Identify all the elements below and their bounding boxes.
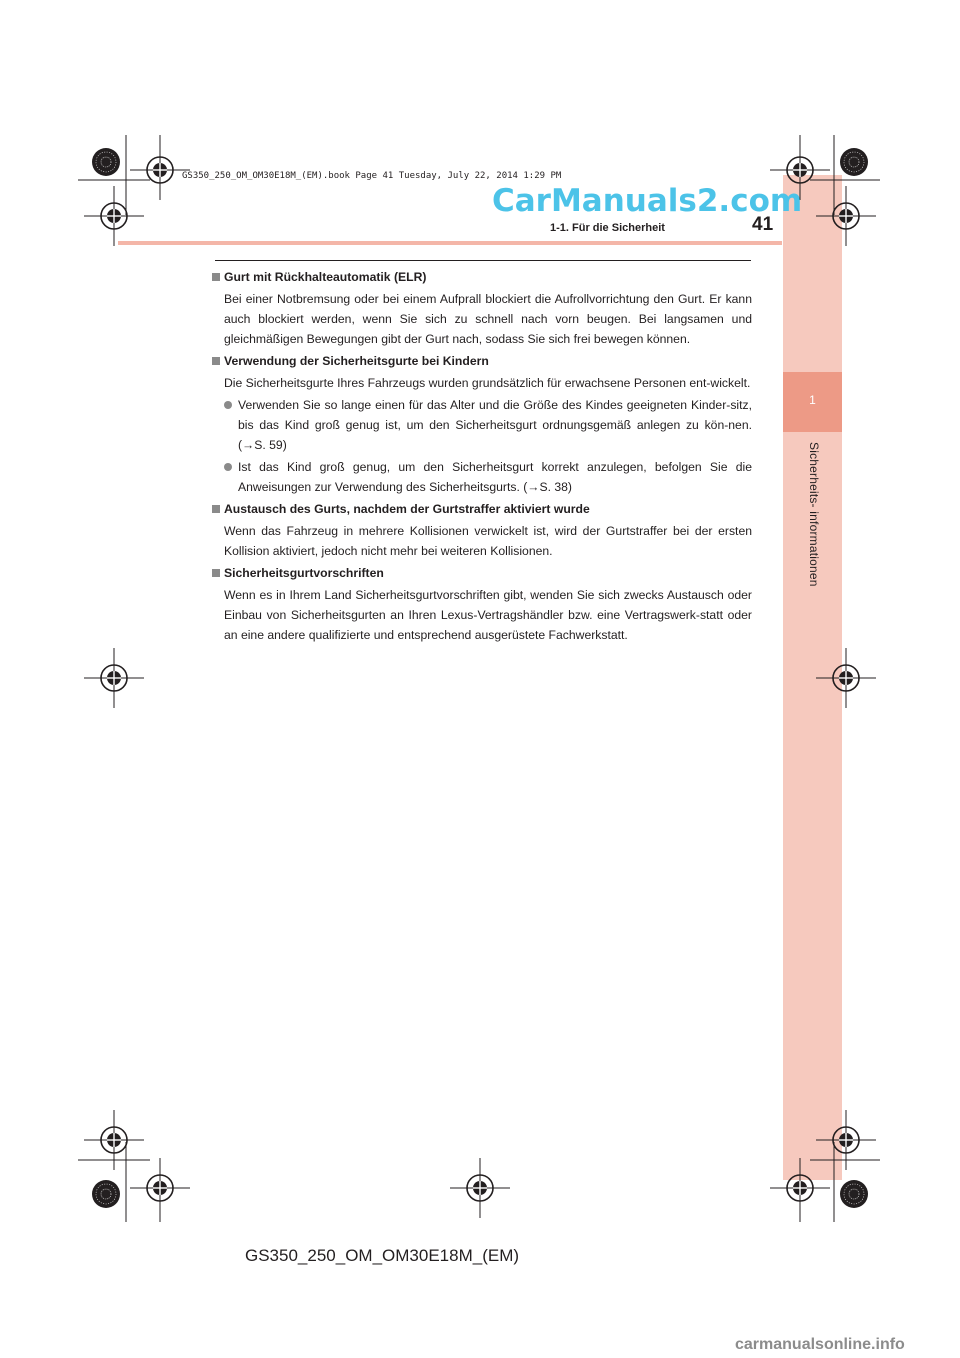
site-watermark: carmanualsonline.info [735,1336,905,1353]
registration-mark-icon [130,140,190,200]
chapter-label: Sicherheits- informationen [807,442,821,587]
content-rule [215,260,751,261]
sunburst-mark-icon [92,1180,120,1208]
circle-bullet-icon [224,463,232,471]
sunburst-mark-icon [92,148,120,176]
main-content [212,267,752,647]
circle-bullet-icon [224,401,232,409]
square-bullet-icon [212,357,220,365]
header-rule [118,241,782,245]
book-info: GS350_250_OM_OM30E18M_(EM).book Page 41 Tuesday, July 22, 2014 1:29 PM [182,171,562,181]
registration-mark-icon [84,186,144,246]
registration-mark-icon [770,1158,830,1218]
square-bullet-icon [212,273,220,281]
chapter-number: 1 [809,393,816,407]
section-text: Die Sicherheitsgurte Ihres Fahrzeugs wurden grundsätzlich für erwachsene Personen ent-wickelt. [224,376,751,390]
page-number: 41 [752,214,774,235]
section-heading: Sicherheitsgurtvorschriften [212,563,752,583]
section-heading: Gurt mit Rückhalteautomatik (ELR) [212,267,752,287]
footer-model-code: GS350_250_OM_OM30E18M_(EM) [245,1246,520,1265]
section-text: Wenn es in Ihrem Land Sicherheitsgurtvorschriften gibt, wenden Sie sich zwecks Austausch oder Einbau von Sicherheitsgurten an Ihren Lexus-Vertragshändler bzw. eine Vertragswerk-statt oder an eine andere qualifizierte und entsprechend ausgerüstete Fachwerkstatt. [224,588,752,642]
square-bullet-icon [212,569,220,577]
watermark: CarManuals2.com [492,183,803,219]
sunburst-mark-icon [840,148,868,176]
section-heading: Verwendung der Sicherheitsgurte bei Kindern [212,351,752,371]
section-title: 1-1. Für die Sicherheit [550,222,665,234]
registration-mark-icon [84,1110,144,1170]
registration-mark-icon [84,648,144,708]
section-text: Wenn das Fahrzeug in mehrere Kollisionen verwickelt ist, wird der Gurtstraffer bei der ersten Kollision aktiviert, jedoch nicht mehr bei weiteren Kollisionen. [224,524,752,558]
list-item: Ist das Kind groß genug, um den Sicherheitsgurt korrekt anzulegen, befolgen Sie die Anweisungen zur Verwendung des Sicherheitsgurts. (→S. 38) [212,457,752,497]
registration-mark-icon [816,648,876,708]
registration-mark-icon [816,1110,876,1170]
square-bullet-icon [212,505,220,513]
registration-mark-icon [130,1158,190,1218]
registration-mark-icon [450,1158,510,1218]
list-item: Verwenden Sie so lange einen für das Alter und die Größe des Kindes geeigneten Kinder-sitz, bis das Kind groß genug ist, um den Sicherheitsgurt ordnungsgemäß anlegen zu kön-nen. (→S. 59) [212,395,752,455]
registration-mark-icon [816,186,876,246]
section-text: Bei einer Notbremsung oder bei einem Aufprall blockiert die Aufrollvorrichtung den Gurt. Er kann auch blockiert werden, wenn Sie sich zu schnell nach vorn beugen. Bei langsamen und gleichmäßigen Bewegungen gibt der Gurt nach, sodass Sie sich frei bewegen können. [224,292,752,346]
sunburst-mark-icon [840,1180,868,1208]
section-heading: Austausch des Gurts, nachdem der Gurtstraffer aktiviert wurde [212,499,752,519]
